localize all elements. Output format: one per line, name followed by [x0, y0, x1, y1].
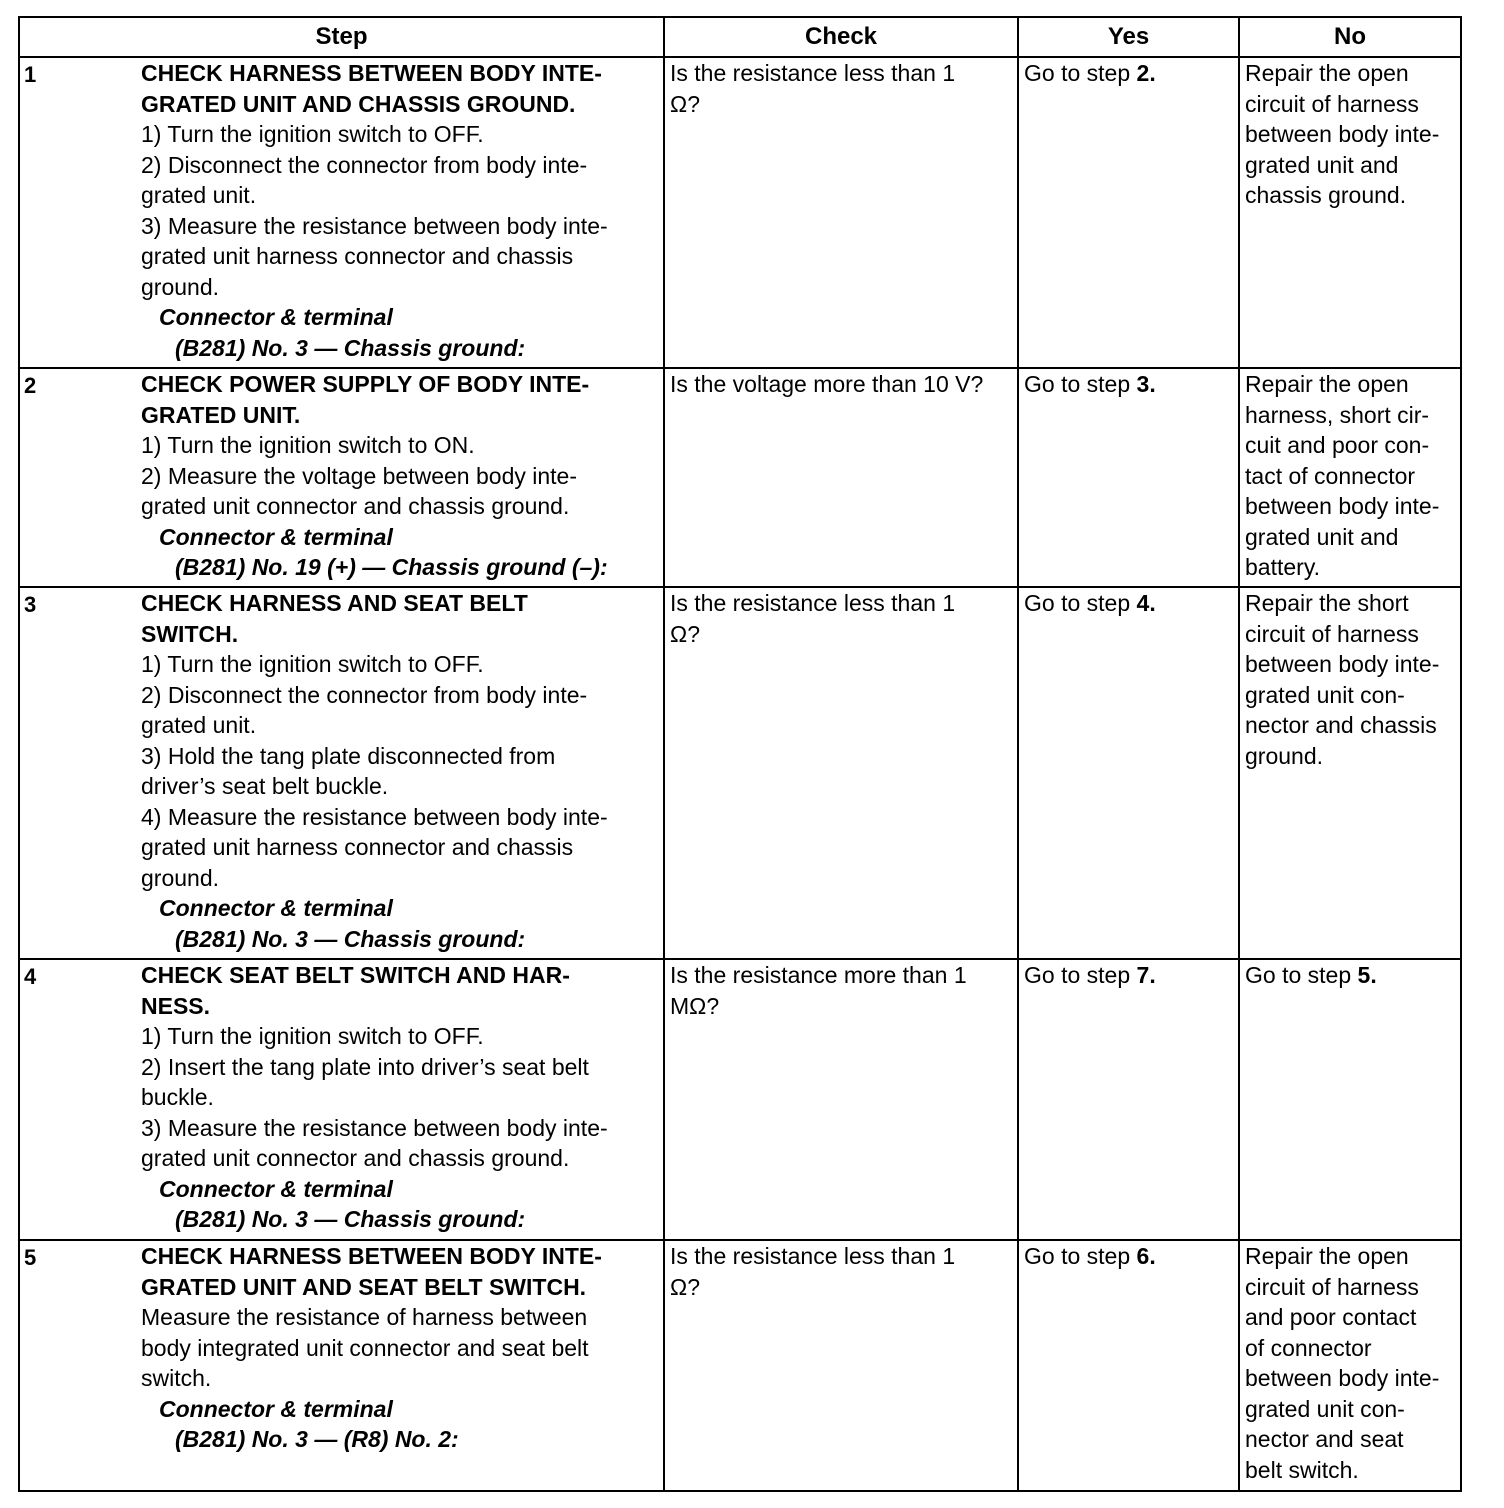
no-text: grated unit and — [1245, 151, 1399, 178]
no-text: Repair the short — [1245, 590, 1409, 616]
step-instruction: 2) Measure the voltage between body inte- — [141, 462, 577, 489]
step-instruction: 3) Hold the tang plate disconnected from — [141, 742, 556, 769]
terminal-spec: (B281) No. 3 — (R8) No. 2: — [175, 1426, 459, 1452]
table-row — [19, 368, 1461, 587]
terminal-spec: (B281) No. 19 (+) — Chassis ground (–): — [175, 554, 608, 580]
check-text: MΩ? — [670, 992, 720, 1019]
step-title: CHECK POWER SUPPLY OF BODY INTE- — [141, 371, 590, 397]
no-text: nector and chassis — [1245, 712, 1437, 738]
check-cell — [664, 1240, 1018, 1491]
connector-label: Connector & terminal — [159, 304, 393, 330]
no-text: and poor contact — [1245, 1304, 1417, 1330]
step-instruction: grated unit harness connector and chassis — [141, 834, 574, 860]
step-title: GRATED UNIT AND CHASSIS GROUND. — [141, 90, 576, 117]
no-text: grated unit con- — [1245, 1395, 1405, 1422]
no-text: battery. — [1245, 554, 1321, 580]
no-cell — [1239, 959, 1461, 1240]
yes-cell — [1018, 587, 1239, 959]
step-instruction: 1) Turn the ignition switch to OFF. — [141, 651, 484, 677]
terminal-spec: (B281) No. 3 — Chassis ground: — [175, 1206, 526, 1232]
no-text: circuit of harness — [1245, 620, 1419, 647]
no-text: grated unit and — [1245, 523, 1399, 550]
no-cell — [1239, 368, 1461, 587]
step-instruction: ground. — [141, 273, 220, 300]
yes-text: Go to step — [1024, 371, 1137, 397]
step-procedure — [139, 1240, 664, 1491]
connector-label: Connector & terminal — [159, 895, 393, 921]
step-instruction: switch. — [141, 1365, 212, 1391]
step-instruction: grated unit. — [141, 712, 257, 738]
step-title: CHECK SEAT BELT SWITCH AND HAR- — [141, 962, 570, 988]
step-procedure — [139, 587, 664, 959]
yes-cell — [1018, 959, 1239, 1240]
step-instruction: driver’s seat belt buckle. — [141, 773, 389, 799]
no-text: tact of connector — [1245, 462, 1416, 489]
yes-text: Go to step — [1024, 590, 1137, 616]
no-text: Repair the open — [1245, 371, 1409, 397]
yes-step-ref: 6. — [1136, 1243, 1156, 1269]
header-row — [19, 17, 1461, 57]
step-instruction: 3) Measure the resistance between body inte- — [141, 1114, 608, 1141]
no-cell — [1239, 1240, 1461, 1491]
no-step-ref: 5. — [1357, 962, 1377, 988]
step-number: 1 — [19, 57, 139, 368]
step-instruction: 2) Insert the tang plate into driver’s seat belt — [141, 1053, 589, 1080]
step-instruction: Measure the resistance of harness between — [141, 1304, 588, 1330]
step-title: CHECK HARNESS BETWEEN BODY INTE- — [141, 1243, 602, 1269]
step-instruction: 2) Disconnect the connector from body inte- — [141, 151, 588, 178]
connector-label: Connector & terminal — [159, 1175, 393, 1202]
no-text: between body inte- — [1245, 651, 1440, 677]
check-text: Ω? — [670, 1273, 701, 1300]
step-instruction: 3) Measure the resistance between body inte- — [141, 212, 608, 239]
step-procedure — [139, 57, 664, 368]
step-title: GRATED UNIT AND SEAT BELT SWITCH. — [141, 1273, 587, 1300]
step-number: 5 — [19, 1240, 139, 1491]
no-text: circuit of harness — [1245, 90, 1419, 117]
step-instruction: 2) Disconnect the connector from body inte- — [141, 681, 588, 708]
step-instruction: 1) Turn the ignition switch to ON. — [141, 432, 475, 458]
yes-text: Go to step — [1024, 962, 1137, 988]
check-cell — [664, 959, 1018, 1240]
table-row — [19, 959, 1461, 1240]
header-step: Step — [19, 17, 664, 57]
terminal-spec: (B281) No. 3 — Chassis ground: — [175, 334, 526, 361]
connector-label: Connector & terminal — [159, 523, 393, 550]
step-number: 3 — [19, 587, 139, 959]
step-instruction: body integrated unit connector and seat belt — [141, 1334, 589, 1361]
step-instruction: grated unit harness connector and chassis — [141, 243, 574, 269]
yes-step-ref: 3. — [1136, 371, 1156, 397]
no-cell — [1239, 57, 1461, 368]
step-procedure — [139, 368, 664, 587]
check-text: Ω? — [670, 90, 701, 117]
yes-step-ref: 4. — [1136, 590, 1156, 616]
table-row — [19, 57, 1461, 368]
step-instruction: 4) Measure the resistance between body inte- — [141, 803, 608, 830]
check-text: Is the voltage more than 10 V? — [670, 371, 984, 397]
no-text: between body inte- — [1245, 493, 1440, 519]
step-instruction: 1) Turn the ignition switch to OFF. — [141, 121, 484, 147]
yes-cell — [1018, 368, 1239, 587]
no-text: harness, short cir- — [1245, 401, 1430, 428]
check-cell — [664, 587, 1018, 959]
check-text: Is the resistance less than 1 — [670, 1243, 956, 1269]
step-instruction: ground. — [141, 864, 220, 891]
check-text: Is the resistance more than 1 — [670, 962, 967, 988]
no-text: between body inte- — [1245, 121, 1440, 147]
step-title: CHECK HARNESS BETWEEN BODY INTE- — [141, 60, 602, 86]
no-text: ground. — [1245, 742, 1324, 769]
no-text: nector and seat — [1245, 1426, 1404, 1452]
diagnosis-table — [18, 16, 1462, 1492]
yes-step-ref: 7. — [1136, 962, 1156, 988]
header-check: Check — [664, 17, 1018, 57]
step-number: 2 — [19, 368, 139, 587]
step-title: CHECK HARNESS AND SEAT BELT — [141, 590, 528, 616]
terminal-spec: (B281) No. 3 — Chassis ground: — [175, 925, 526, 952]
check-text: Ω? — [670, 620, 701, 647]
step-number: 4 — [19, 959, 139, 1240]
check-text: Is the resistance less than 1 — [670, 60, 956, 86]
check-cell — [664, 368, 1018, 587]
no-text: Repair the open — [1245, 60, 1409, 86]
no-text: cuit and poor con- — [1245, 432, 1430, 458]
yes-step-ref: 2. — [1136, 60, 1156, 86]
header-yes: Yes — [1018, 17, 1239, 57]
step-title: GRATED UNIT. — [141, 401, 301, 428]
table-row — [19, 587, 1461, 959]
step-title: SWITCH. — [141, 620, 239, 647]
header-no: No — [1239, 17, 1461, 57]
check-text: Is the resistance less than 1 — [670, 590, 956, 616]
step-instruction: grated unit. — [141, 182, 257, 208]
no-text: grated unit con- — [1245, 681, 1405, 708]
no-text: of connector — [1245, 1334, 1372, 1361]
yes-cell — [1018, 57, 1239, 368]
check-cell — [664, 57, 1018, 368]
table-row — [19, 1240, 1461, 1491]
connector-label: Connector & terminal — [159, 1395, 393, 1422]
yes-cell — [1018, 1240, 1239, 1491]
yes-text: Go to step — [1024, 1243, 1137, 1269]
step-instruction: grated unit connector and chassis ground. — [141, 493, 570, 519]
step-title: NESS. — [141, 992, 211, 1019]
step-instruction: 1) Turn the ignition switch to OFF. — [141, 1023, 484, 1049]
step-instruction: grated unit connector and chassis ground. — [141, 1145, 570, 1171]
step-procedure — [139, 959, 664, 1240]
no-text: between body inte- — [1245, 1365, 1440, 1391]
no-text: chassis ground. — [1245, 182, 1407, 208]
yes-text: Go to step — [1024, 60, 1137, 86]
no-text: Go to step — [1245, 962, 1358, 988]
step-instruction: buckle. — [141, 1084, 214, 1110]
no-text: belt switch. — [1245, 1456, 1359, 1483]
no-cell — [1239, 587, 1461, 959]
no-text: Repair the open — [1245, 1243, 1409, 1269]
no-text: circuit of harness — [1245, 1273, 1419, 1300]
